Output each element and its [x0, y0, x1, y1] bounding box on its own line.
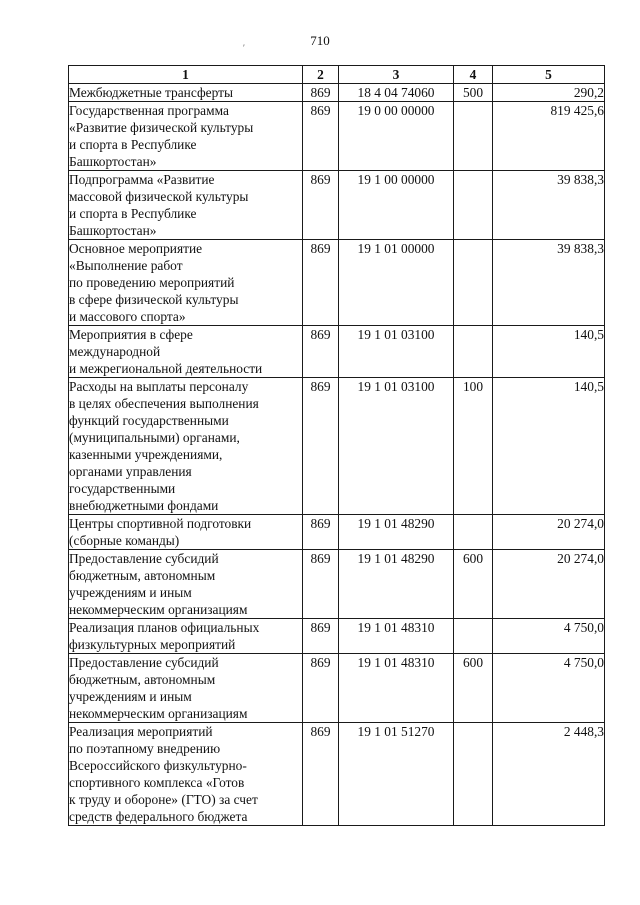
row-name	[69, 654, 303, 723]
target-article-code: 19 1 01 03100	[339, 378, 454, 515]
row-name-line: в сфере физической культуры	[69, 292, 239, 307]
row-name-line: по проведению мероприятий	[69, 275, 235, 290]
budget-table	[68, 65, 605, 826]
ministry-code: 869	[303, 515, 339, 550]
ministry-code: 869	[303, 378, 339, 515]
row-name-line: (муниципальными) органами,	[69, 430, 240, 445]
row-name-line: Подпрограмма «Развитие	[69, 172, 215, 187]
amount: 290,2	[493, 84, 605, 102]
row-name-line: средств федерального бюджета	[69, 809, 248, 824]
expense-type-code	[454, 102, 493, 171]
row-name	[69, 619, 303, 654]
row-name	[69, 326, 303, 378]
amount: 140,5	[493, 378, 605, 515]
row-name	[69, 723, 303, 826]
table-row	[69, 84, 605, 102]
row-name-line: и спорта в Республике	[69, 137, 197, 152]
column-header: 2	[303, 66, 339, 84]
row-name-line: и спорта в Республике	[69, 206, 197, 221]
table-row	[69, 378, 605, 515]
row-name	[69, 84, 303, 102]
target-article-code: 19 1 01 48290	[339, 515, 454, 550]
amount: 140,5	[493, 326, 605, 378]
amount: 4 750,0	[493, 619, 605, 654]
row-name-line: Реализация мероприятий	[69, 724, 213, 739]
row-name-line: некоммерческим организациям	[69, 706, 248, 721]
expense-type-code	[454, 240, 493, 326]
row-name-line: международной	[69, 344, 161, 359]
row-name-line: «Выполнение работ	[69, 258, 183, 273]
amount: 39 838,3	[493, 171, 605, 240]
row-name-line: учреждениям и иным	[69, 689, 192, 704]
row-name-line: Реализация планов официальных	[69, 620, 260, 635]
row-name-line: бюджетным, автономным	[69, 672, 216, 687]
target-article-code: 19 1 01 48310	[339, 619, 454, 654]
row-name-line: Государственная программа	[69, 103, 229, 118]
expense-type-code	[454, 515, 493, 550]
row-name-line: в целях обеспечения выполнения	[69, 396, 259, 411]
target-article-code: 18 4 04 74060	[339, 84, 454, 102]
column-header: 4	[454, 66, 493, 84]
row-name-line: Предоставление субсидий	[69, 655, 219, 670]
row-name	[69, 240, 303, 326]
row-name	[69, 550, 303, 619]
row-name-line: по поэтапному внедрению	[69, 741, 221, 756]
row-name-line: органами управления	[69, 464, 192, 479]
row-name-line: Всероссийского физкультурно-	[69, 758, 247, 773]
row-name-line: массовой физической культуры	[69, 189, 249, 204]
expense-type-code: 500	[454, 84, 493, 102]
amount: 819 425,6	[493, 102, 605, 171]
row-name	[69, 515, 303, 550]
target-article-code: 19 1 01 48310	[339, 654, 454, 723]
amount: 20 274,0	[493, 515, 605, 550]
table-row	[69, 654, 605, 723]
ministry-code: 869	[303, 619, 339, 654]
amount: 39 838,3	[493, 240, 605, 326]
table-body	[69, 84, 605, 826]
expense-type-code: 100	[454, 378, 493, 515]
row-name-line: Расходы на выплаты персоналу	[69, 379, 249, 394]
row-name-line: (сборные команды)	[69, 533, 180, 548]
row-name-line: учреждениям и иным	[69, 585, 192, 600]
row-name-line: государственными	[69, 481, 176, 496]
target-article-code: 19 1 01 48290	[339, 550, 454, 619]
row-name-line: спортивного комплекса «Готов	[69, 775, 245, 790]
row-name	[69, 378, 303, 515]
expense-type-code	[454, 619, 493, 654]
row-name-line: и массового спорта»	[69, 309, 186, 324]
expense-type-code	[454, 326, 493, 378]
ministry-code: 869	[303, 654, 339, 723]
target-article-code: 19 1 01 00000	[339, 240, 454, 326]
amount: 2 448,3	[493, 723, 605, 826]
row-name-line: к труду и обороне» (ГТО) за счет	[69, 792, 258, 807]
column-header: 5	[493, 66, 605, 84]
row-name-line: физкультурных мероприятий	[69, 637, 236, 652]
table-row	[69, 550, 605, 619]
row-name-line: функций государственными	[69, 413, 229, 428]
row-name-line: некоммерческим организациям	[69, 602, 248, 617]
row-name-line: Основное мероприятие	[69, 241, 203, 256]
page-number: 710	[310, 33, 330, 48]
row-name-line: Межбюджетные трансферты	[69, 85, 233, 100]
target-article-code: 19 1 01 51270	[339, 723, 454, 826]
row-name-line: и межрегиональной деятельности	[69, 361, 263, 376]
scan-speck: ′	[243, 43, 245, 53]
row-name-line: внебюджетными фондами	[69, 498, 219, 513]
row-name-line: Башкортостан»	[69, 223, 157, 238]
target-article-code: 19 1 01 03100	[339, 326, 454, 378]
row-name-line: бюджетным, автономным	[69, 568, 216, 583]
amount: 4 750,0	[493, 654, 605, 723]
ministry-code: 869	[303, 723, 339, 826]
ministry-code: 869	[303, 171, 339, 240]
row-name-line: Башкортостан»	[69, 154, 157, 169]
table-row	[69, 619, 605, 654]
table-row	[69, 240, 605, 326]
row-name-line: казенными учреждениями,	[69, 447, 223, 462]
row-name-line: Предоставление субсидий	[69, 551, 219, 566]
table-row	[69, 171, 605, 240]
expense-type-code: 600	[454, 550, 493, 619]
row-name	[69, 102, 303, 171]
table-row	[69, 326, 605, 378]
column-header: 3	[339, 66, 454, 84]
header-row	[69, 66, 605, 84]
expense-type-code: 600	[454, 654, 493, 723]
expense-type-code	[454, 723, 493, 826]
table-row	[69, 723, 605, 826]
target-article-code: 19 1 00 00000	[339, 171, 454, 240]
ministry-code: 869	[303, 550, 339, 619]
row-name-line: Мероприятия в сфере	[69, 327, 193, 342]
row-name	[69, 171, 303, 240]
amount: 20 274,0	[493, 550, 605, 619]
row-name-line: «Развитие физической культуры	[69, 120, 254, 135]
target-article-code: 19 0 00 00000	[339, 102, 454, 171]
row-name-line: Центры спортивной подготовки	[69, 516, 252, 531]
ministry-code: 869	[303, 240, 339, 326]
ministry-code: 869	[303, 102, 339, 171]
ministry-code: 869	[303, 84, 339, 102]
ministry-code: 869	[303, 326, 339, 378]
expense-type-code	[454, 171, 493, 240]
table-row	[69, 102, 605, 171]
table-row	[69, 515, 605, 550]
column-header: 1	[69, 66, 303, 84]
